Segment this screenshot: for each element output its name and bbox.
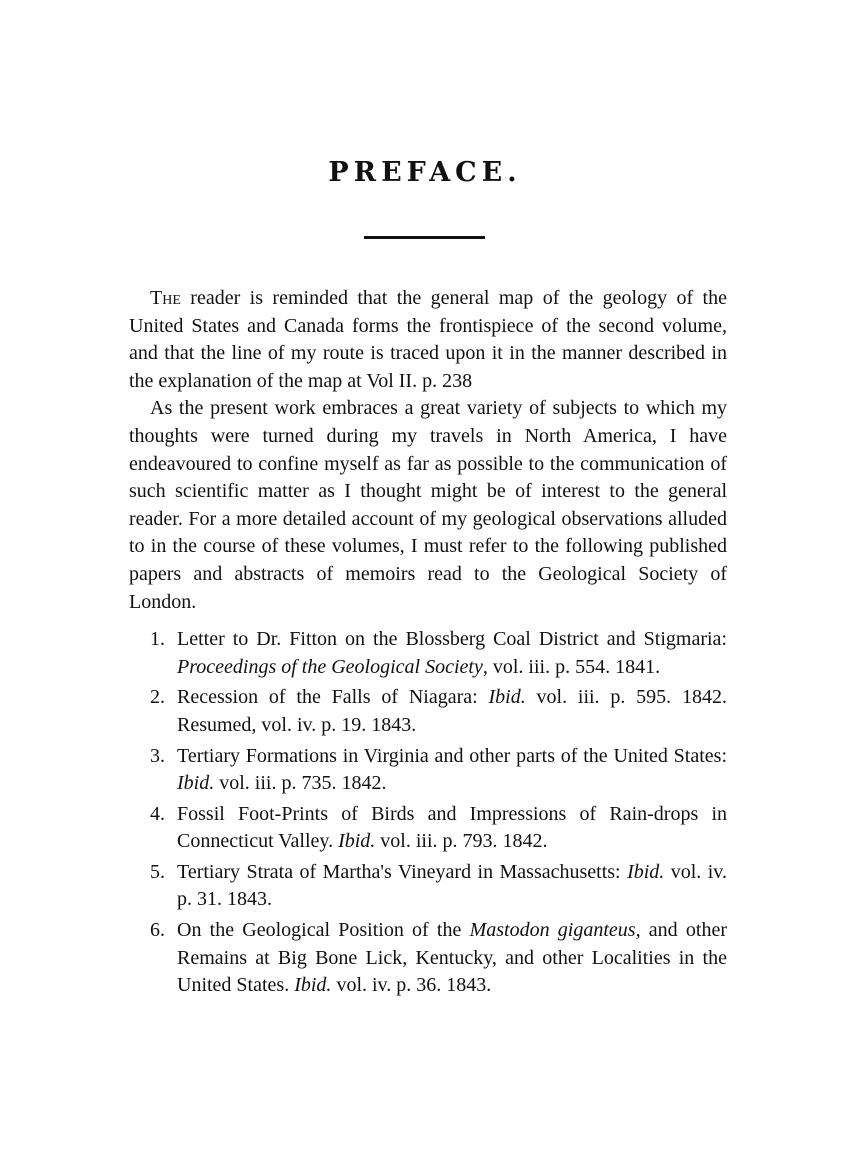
- reference-number: 4.: [150, 802, 165, 825]
- reference-italic: Proceedings of the Geological Society: [177, 655, 483, 678]
- reference-text: , vol. iii. p. 554. 1841.: [482, 655, 661, 678]
- reference-italic: Ibid.: [177, 772, 215, 795]
- reference-italic: Ibid.: [488, 686, 526, 709]
- reference-list: [129, 626, 727, 1000]
- reference-text: Tertiary Formations in Virginia and other parts of the United States:: [177, 744, 727, 767]
- preface-body: [129, 285, 727, 1003]
- reference-item: [129, 684, 727, 739]
- reference-text: Recession of the Falls of Niagara:: [177, 686, 489, 709]
- reference-text: vol. iii. p. 793. 1842.: [375, 830, 548, 853]
- title-rule: [364, 236, 485, 239]
- reference-item: [129, 743, 727, 798]
- paragraph-2: As the present work embraces a great variety of subjects to which my thoughts were turned during my travels in North America, I have endeavoured to confine myself as far as possible to the communication of such scientific matter as I thought might be of interest to the general reader. For a more detailed account of my geological observations alluded to in the course of these volumes, I must refer to the following published papers and abstracts of memoirs read to the Geological Society of London.: [129, 397, 727, 613]
- reference-item: [129, 801, 727, 856]
- page-title: PREFACE.: [328, 157, 522, 188]
- reference-item: [129, 626, 727, 681]
- reference-item: [129, 917, 727, 1000]
- reference-text: vol. iv. p. 31. 1843.: [177, 860, 727, 911]
- reference-text: Fossil Foot-Prints of Birds and Impressions of Rain-drops in Connecticut Valley.: [177, 802, 727, 853]
- reference-text: On the Geological Position of the: [177, 919, 470, 942]
- reference-text: vol. iii. p. 735. 1842.: [214, 772, 387, 795]
- reference-text: vol. iii. p. 595. 1842. Resumed, vol. iv. p. 19. 1843.: [177, 686, 727, 736]
- paragraph-1-text: reader is reminded that the general map of the geology of the United States and Canada forms the frontispiece of the second volume, and that the line of my route is traced upon it in the manner described in the explanation of the map at Vol II. p. 238: [129, 287, 727, 392]
- paragraph-1: [129, 285, 727, 395]
- reference-italic: Mastodon giganteus: [469, 919, 636, 942]
- reference-italic: Ibid.: [338, 830, 376, 853]
- reference-text: Tertiary Strata of Martha's Vineyard in Massachusetts:: [177, 860, 628, 883]
- reference-text: Letter to Dr. Fitton on the Blossberg Coal District and Stigmaria:: [177, 628, 727, 651]
- reference-number: 3.: [150, 744, 165, 767]
- reference-italic: Ibid.: [627, 860, 665, 883]
- paragraph-1-lead: The: [150, 287, 181, 309]
- reference-number: 1.: [150, 628, 165, 651]
- reference-number: 2.: [150, 686, 165, 709]
- reference-number: 6.: [150, 919, 165, 942]
- reference-number: 5.: [150, 860, 165, 883]
- reference-text: , and other Remains at Big Bone Lick, Kentucky, and other Localities in the United States.: [177, 919, 727, 997]
- reference-text: vol. iv. p. 36. 1843.: [331, 974, 492, 997]
- reference-item: [129, 859, 727, 914]
- reference-italic: Ibid.: [294, 974, 332, 997]
